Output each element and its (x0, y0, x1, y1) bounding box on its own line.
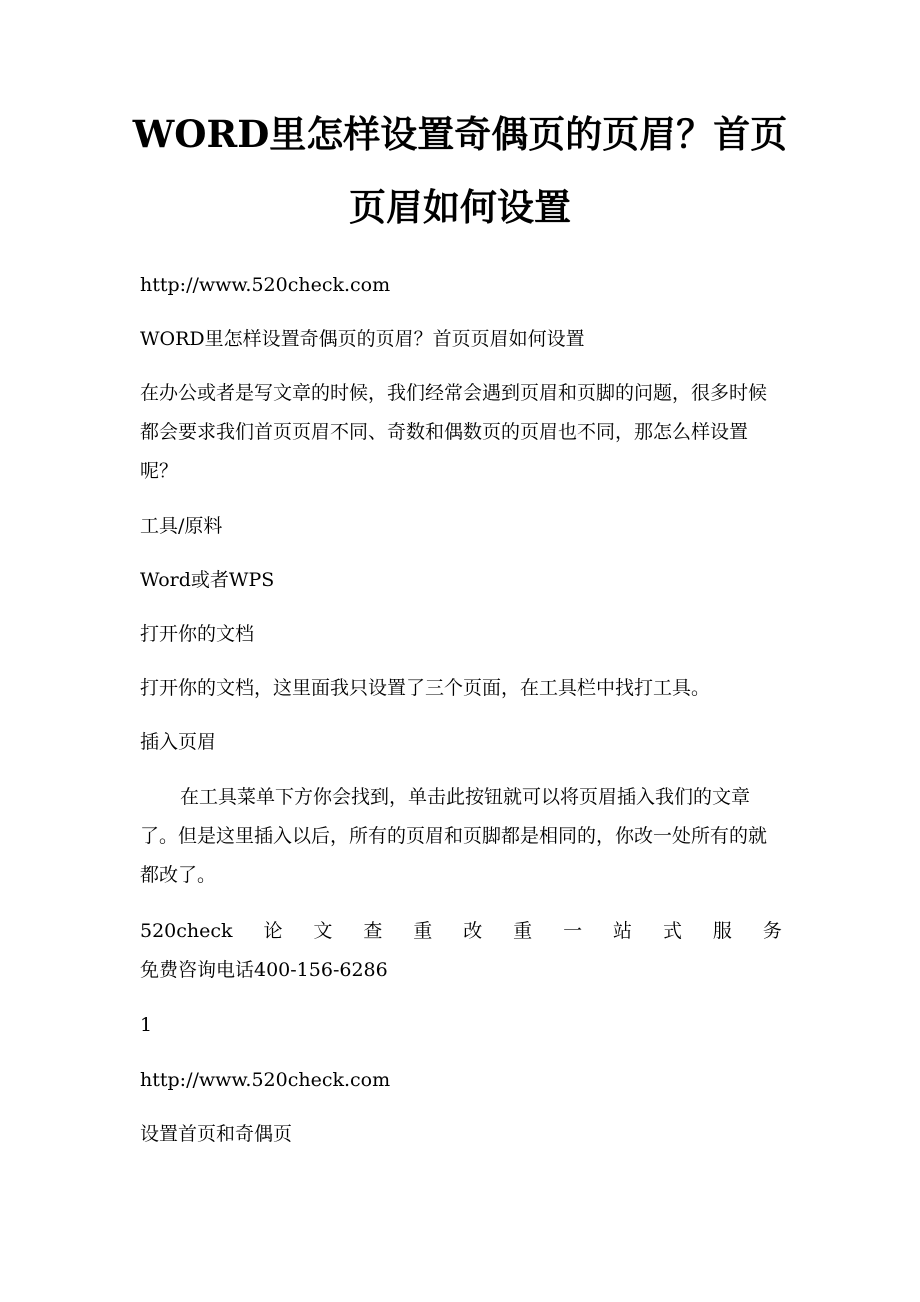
footer-word: 务 (762, 920, 782, 942)
footer-word: 论 (263, 920, 283, 942)
step1-heading: 打开你的文档 (140, 623, 255, 645)
footer-phone: 免费咨询电话400-156-6286 (140, 959, 388, 981)
footer-word: 文 (313, 920, 333, 942)
footer-word: 重 (413, 920, 433, 942)
tools-text: Word或者WPS (140, 569, 275, 591)
footer-word: 一 (563, 920, 583, 942)
intro-paragraph: 在办公或者是写文章的时候，我们经常会遇到页眉和页脚的问题，很多时候都会要求我们首页页眉不同、奇数和偶数页的页眉也不同，那怎么样设置呢？ (140, 382, 768, 482)
tools-heading: 工具/原料 (140, 515, 223, 537)
footer-word: 重 (513, 920, 533, 942)
footer-word: 服 (712, 920, 732, 942)
page-number: 1 (140, 1014, 153, 1036)
source-url-2: http://www.520check.com (140, 1069, 391, 1091)
step2-text: 在工具菜单下方你会找到，单击此按钮就可以将页眉插入我们的文章了。但是这里插入以后，所有的页眉和页脚都是相同的，你改一处所有的就都改了。 (140, 786, 768, 886)
footer-word: 改 (463, 920, 483, 942)
title-line-1: WORD里怎样设置奇偶页的页眉？首页 (132, 112, 788, 156)
footer-word: 式 (662, 920, 682, 942)
footer-word: 520check (140, 920, 233, 942)
step3-heading: 设置首页和奇偶页 (140, 1123, 293, 1145)
step2-heading: 插入页眉 (140, 731, 217, 753)
title-line-2: 页眉如何设置 (349, 185, 571, 229)
footer-word: 查 (363, 920, 383, 942)
subtitle: WORD里怎样设置奇偶页的页眉？首页页眉如何设置 (140, 328, 585, 350)
footer-slogan (140, 912, 782, 951)
source-url: http://www.520check.com (140, 274, 391, 296)
step1-text: 打开你的文档，这里面我只设置了三个页面，在工具栏中找打工具。 (140, 677, 711, 699)
document-title (0, 98, 920, 244)
footer-word: 站 (613, 920, 633, 942)
